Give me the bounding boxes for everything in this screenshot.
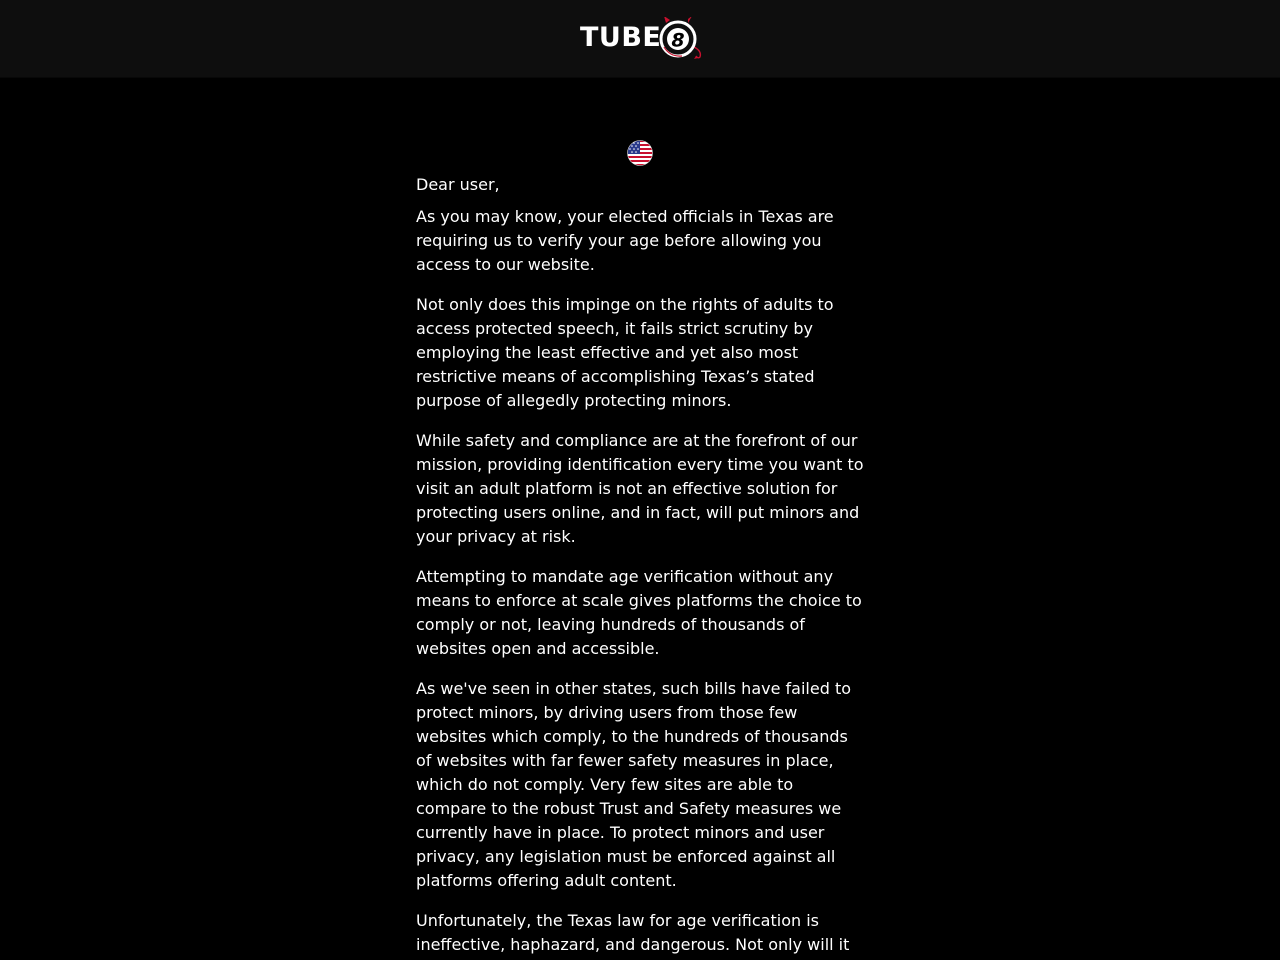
letter-greeting: Dear user,	[416, 175, 500, 194]
letter-paragraph: As you may know, your elected officials in Texas are requiring us to verify your age before allowing you access to our website.	[416, 207, 834, 274]
letter-paragraph: Attempting to mandate age verification without any means to enforce at scale gives platforms the choice to comply or not, leaving hundreds of thousands of websites open and accessible.	[416, 567, 862, 658]
letter-paragraph: As we've seen in other states, such bills have failed to protect minors, by driving users from those few websites which comply, to the hundreds of thousands of websites with far fewer safety measures in place, which do not comply. Very few sites are able to compare to the robust Trust and Safety measures we currently have in place. To protect minors and user privacy, any legislation must be enforced against all platforms offering adult content.	[416, 679, 851, 890]
site-header	[0, 0, 1280, 77]
devil-eight-ball-icon	[658, 17, 704, 61]
site-logo-link[interactable]	[580, 17, 705, 61]
logo-digit: 8	[671, 29, 685, 52]
letter-paragraph: While safety and compliance are at the forefront of our mission, providing identification every time you want to visit an adult platform is not an effective solution for protecting users online, and in fact, will put minors and your privacy at risk.	[416, 431, 864, 546]
letter-paragraph: Unfortunately, the Texas law for age verification is ineffective, haphazard, and dangerous. Not only will it	[416, 911, 850, 954]
age-verification-letter	[416, 173, 868, 960]
logo-wordmark: TUBE	[580, 22, 662, 53]
us-flag-icon	[627, 140, 653, 166]
letter-paragraph: Not only does this impinge on the rights of adults to access protected speech, it fails strict scrutiny by employing the least effective and yet also most restrictive means of accomplishing Texas’s stated purpose of allegedly protecting minors.	[416, 295, 834, 410]
